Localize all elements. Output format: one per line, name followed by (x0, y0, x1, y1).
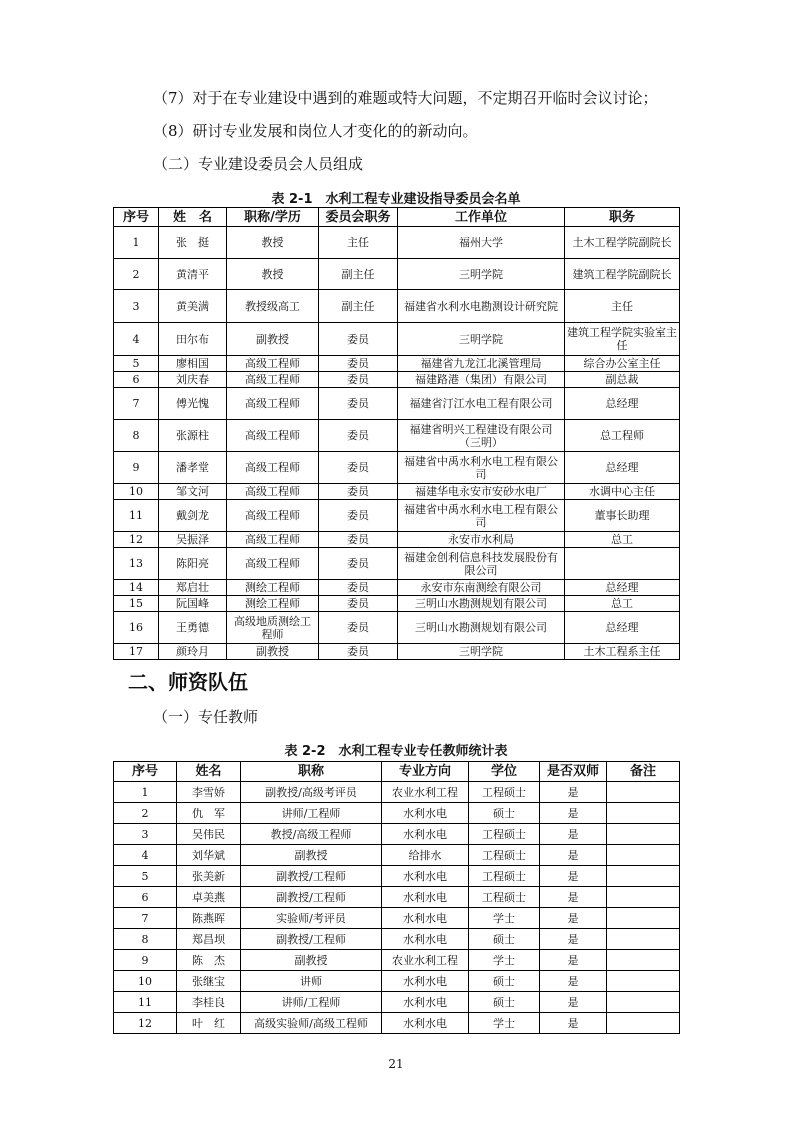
page-number: 21 (388, 1057, 404, 1071)
table-cell: 副教授 (241, 950, 382, 971)
table-cell: 田尔布 (159, 323, 227, 356)
table-cell: 硕士 (469, 929, 540, 950)
table-cell: 三明山水勘测规划有限公司 (398, 596, 565, 612)
table-cell (607, 929, 680, 950)
table-cell: 7 (114, 388, 159, 420)
table-row (114, 596, 680, 612)
table-cell: 委员 (319, 372, 398, 388)
table-cell: 黄清平 (159, 259, 227, 290)
table-cell: 刘华斌 (177, 845, 241, 866)
table-cell: 委员 (319, 388, 398, 420)
table-cell: 高级工程师 (227, 420, 319, 452)
column-header: 职务 (565, 208, 680, 227)
table-cell: 福建省汀江水电工程有限公司 (398, 388, 565, 420)
table-cell: 高级实验师/高级工程师 (241, 1013, 382, 1034)
column-header: 是否双师 (540, 762, 607, 782)
table-cell: 是 (540, 803, 607, 824)
teachers-table (113, 761, 680, 1034)
table-cell: 委员 (319, 420, 398, 452)
table-cell: 仇 军 (177, 803, 241, 824)
table-row (114, 644, 680, 660)
table-row (114, 356, 680, 372)
table-cell: 是 (540, 1013, 607, 1034)
column-header: 学位 (469, 762, 540, 782)
table-cell: 高级工程师 (227, 548, 319, 580)
table-cell (607, 866, 680, 887)
paragraph-item-8: （8）研讨专业发展和岗位人才变化的的新动向。 (153, 122, 478, 140)
table-cell: 三明学院 (398, 259, 565, 290)
table-cell: 郑昌坝 (177, 929, 241, 950)
column-header: 职称/学历 (227, 208, 319, 227)
table-cell (607, 887, 680, 908)
table-cell: 陈阳亮 (159, 548, 227, 580)
table-cell: 是 (540, 908, 607, 929)
table-cell: 4 (114, 323, 159, 356)
table-row (114, 290, 680, 323)
table-cell: 总工程师 (565, 420, 680, 452)
table-cell: 5 (114, 866, 177, 887)
column-header: 职称 (241, 762, 382, 782)
table-cell: 1 (114, 782, 177, 803)
table-cell: 永安市水利局 (398, 532, 565, 548)
table-cell: 委员 (319, 500, 398, 532)
table-cell: 高级工程师 (227, 356, 319, 372)
table-cell: 是 (540, 992, 607, 1013)
table-cell: 硕士 (469, 803, 540, 824)
table-cell: 副教授/工程师 (241, 866, 382, 887)
table-cell: 主任 (565, 290, 680, 323)
table-cell: 陈燕晖 (177, 908, 241, 929)
table-cell: 讲师/工程师 (241, 803, 382, 824)
table-cell: 测绘工程师 (227, 580, 319, 596)
table-cell: 11 (114, 500, 159, 532)
table-cell: 总经理 (565, 452, 680, 484)
table-cell: 8 (114, 420, 159, 452)
table-cell: 副教授/工程师 (241, 887, 382, 908)
table-cell: 福州大学 (398, 227, 565, 259)
table-cell: 副教授 (227, 644, 319, 660)
table-cell: 讲师 (241, 971, 382, 992)
table-row (114, 612, 680, 644)
table-cell (607, 908, 680, 929)
table-cell: 10 (114, 484, 159, 500)
table-cell: 总工 (565, 532, 680, 548)
section-heading-faculty: 二、师资队伍 (128, 670, 248, 694)
table-cell: 水利水电 (382, 866, 469, 887)
table-cell: 委员 (319, 356, 398, 372)
table-cell: 三明学院 (398, 644, 565, 660)
table-cell: 教授级高工 (227, 290, 319, 323)
table-row (114, 887, 680, 908)
table-cell: 12 (114, 1013, 177, 1034)
table-cell: 三明山水勘测规划有限公司 (398, 612, 565, 644)
table-cell: 5 (114, 356, 159, 372)
table-cell: 总经理 (565, 612, 680, 644)
column-header: 序号 (114, 762, 177, 782)
table-cell (607, 824, 680, 845)
table-cell: 土木工程系主任 (565, 644, 680, 660)
table-row (114, 548, 680, 580)
table-cell: 17 (114, 644, 159, 660)
table-row (114, 866, 680, 887)
table-cell: 水利水电 (382, 908, 469, 929)
table-cell: 高级工程师 (227, 484, 319, 500)
table-cell: 高级地质测绘工程师 (227, 612, 319, 644)
table-cell: 测绘工程师 (227, 596, 319, 612)
table-cell: 3 (114, 290, 159, 323)
table-cell: 讲师/工程师 (241, 992, 382, 1013)
table-cell: 张美新 (177, 866, 241, 887)
table-cell: 副主任 (319, 290, 398, 323)
column-header: 序号 (114, 208, 159, 227)
table-cell: 副教授/工程师 (241, 929, 382, 950)
table-cell (607, 992, 680, 1013)
table-cell: 8 (114, 929, 177, 950)
table-cell: 给排水 (382, 845, 469, 866)
table-cell: 总经理 (565, 388, 680, 420)
table-cell: 福建金创利信息科技发展股份有限公司 (398, 548, 565, 580)
table-row (114, 803, 680, 824)
table-row (114, 227, 680, 259)
table-cell: 6 (114, 887, 177, 908)
table-cell: 主任 (319, 227, 398, 259)
table-cell: 3 (114, 824, 177, 845)
table-cell: 4 (114, 845, 177, 866)
table-cell: 永安市东南测绘有限公司 (398, 580, 565, 596)
table-cell: 水调中心主任 (565, 484, 680, 500)
table-row (114, 1013, 680, 1034)
table-cell: 学士 (469, 950, 540, 971)
table-cell: 委员 (319, 580, 398, 596)
table-cell: 水利水电 (382, 824, 469, 845)
table-cell: 水利水电 (382, 992, 469, 1013)
table-cell: 吴伟民 (177, 824, 241, 845)
table-cell (607, 971, 680, 992)
table-cell (607, 782, 680, 803)
table-cell: 工程硕士 (469, 845, 540, 866)
table-cell: 工程硕士 (469, 782, 540, 803)
table-cell: 委员 (319, 548, 398, 580)
table-cell: 1 (114, 227, 159, 259)
table-row (114, 824, 680, 845)
table-cell: 委员 (319, 612, 398, 644)
table-row (114, 388, 680, 420)
table-cell: 是 (540, 782, 607, 803)
table-row (114, 532, 680, 548)
table-cell: 工程硕士 (469, 866, 540, 887)
table-row (114, 929, 680, 950)
table-cell: 教授 (227, 259, 319, 290)
table-row (114, 452, 680, 484)
table-cell: 福建省九龙江北溪管理局 (398, 356, 565, 372)
table-row (114, 484, 680, 500)
table-cell: 水利水电 (382, 929, 469, 950)
table-cell (607, 803, 680, 824)
table-cell: 委员 (319, 532, 398, 548)
table-cell: 董事长助理 (565, 500, 680, 532)
column-header: 姓 名 (159, 208, 227, 227)
table-cell: 建筑工程学院副院长 (565, 259, 680, 290)
table-cell: 副教授 (227, 323, 319, 356)
table-cell: 委员 (319, 484, 398, 500)
table-row (114, 580, 680, 596)
table-cell: 学士 (469, 908, 540, 929)
table-cell (565, 548, 680, 580)
table-cell: 水利水电 (382, 803, 469, 824)
table-cell: 副教授/高级考评员 (241, 782, 382, 803)
table2-caption: 表 2-2 水利工程专业专任教师统计表 (284, 744, 508, 759)
table-cell: 副主任 (319, 259, 398, 290)
table-cell: 农业水利工程 (382, 950, 469, 971)
table-cell: 邹文河 (159, 484, 227, 500)
table-cell: 9 (114, 452, 159, 484)
table-cell: 副教授 (241, 845, 382, 866)
table-cell: 7 (114, 908, 177, 929)
table-cell: 陈 杰 (177, 950, 241, 971)
table-row (114, 500, 680, 532)
table-cell: 是 (540, 950, 607, 971)
table-cell: 14 (114, 580, 159, 596)
table-row (114, 908, 680, 929)
table-cell: 水利水电 (382, 1013, 469, 1034)
committee-table (113, 207, 680, 660)
table-cell: 高级工程师 (227, 500, 319, 532)
table-cell: 实验师/考评员 (241, 908, 382, 929)
table-cell: 委员 (319, 596, 398, 612)
table-cell: 6 (114, 372, 159, 388)
table-row (114, 372, 680, 388)
paragraph-item-7: （7）对于在专业建设中遇到的难题或特大问题，不定期召开临时会议讨论； (153, 89, 658, 107)
table-cell: 11 (114, 992, 177, 1013)
table-row (114, 420, 680, 452)
table-cell: 是 (540, 887, 607, 908)
table-cell: 福建省水利水电勘测设计研究院 (398, 290, 565, 323)
table-cell: 委员 (319, 644, 398, 660)
table-cell: 高级工程师 (227, 372, 319, 388)
table-cell: 郑启壮 (159, 580, 227, 596)
table-cell: 土木工程学院副院长 (565, 227, 680, 259)
table-cell: 吴振泽 (159, 532, 227, 548)
subsection-heading-committee: （二）专业建设委员会人员组成 (153, 155, 364, 173)
table-row (114, 992, 680, 1013)
table-cell: 副总裁 (565, 372, 680, 388)
table-cell: 福建路港（集团）有限公司 (398, 372, 565, 388)
table-cell: 学士 (469, 1013, 540, 1034)
table-cell: 是 (540, 866, 607, 887)
table-cell: 综合办公室主任 (565, 356, 680, 372)
table-row (114, 950, 680, 971)
table-cell: 总工 (565, 596, 680, 612)
table-cell: 2 (114, 803, 177, 824)
table-cell: 硕士 (469, 992, 540, 1013)
table-cell: 水利水电 (382, 887, 469, 908)
table-cell: 16 (114, 612, 159, 644)
table-cell: 水利水电 (382, 971, 469, 992)
table-cell: 委员 (319, 452, 398, 484)
table-cell: 高级工程师 (227, 532, 319, 548)
table-cell: 12 (114, 532, 159, 548)
table-cell: 张源柱 (159, 420, 227, 452)
table-cell: 潘孝堂 (159, 452, 227, 484)
table-cell: 13 (114, 548, 159, 580)
table-row (114, 782, 680, 803)
table-cell: 9 (114, 950, 177, 971)
table-cell: 工程硕士 (469, 824, 540, 845)
column-header: 备注 (607, 762, 680, 782)
table-cell: 傅光愧 (159, 388, 227, 420)
column-header: 姓名 (177, 762, 241, 782)
subsection-heading-fulltime-teachers: （一）专任教师 (153, 708, 259, 726)
table-cell: 廖相国 (159, 356, 227, 372)
table-row (114, 259, 680, 290)
table-cell: 是 (540, 971, 607, 992)
column-header: 专业方向 (382, 762, 469, 782)
table-cell: 李雪娇 (177, 782, 241, 803)
table-cell (607, 950, 680, 971)
table-cell: 戴剑龙 (159, 500, 227, 532)
table-cell: 张 挺 (159, 227, 227, 259)
table-cell: 卓美燕 (177, 887, 241, 908)
table-cell: 颜玲月 (159, 644, 227, 660)
table-cell: 15 (114, 596, 159, 612)
table-cell: 李桂良 (177, 992, 241, 1013)
table-cell: 是 (540, 929, 607, 950)
table-cell: 高级工程师 (227, 452, 319, 484)
table-cell: 高级工程师 (227, 388, 319, 420)
table-cell: 福建省中禹水利水电工程有限公司 (398, 452, 565, 484)
table-cell: 福建省明兴工程建设有限公司（三明） (398, 420, 565, 452)
column-header: 委员会职务 (319, 208, 398, 227)
table-cell: 教授 (227, 227, 319, 259)
table-row (114, 845, 680, 866)
table-cell (607, 1013, 680, 1034)
table-cell: 农业水利工程 (382, 782, 469, 803)
table-cell: 建筑工程学院实验室主任 (565, 323, 680, 356)
table-cell: 是 (540, 824, 607, 845)
table-cell: 黄美满 (159, 290, 227, 323)
table-cell: 福建华电永安市安砂水电厂 (398, 484, 565, 500)
table-cell: 硕士 (469, 971, 540, 992)
table-cell: 张继宝 (177, 971, 241, 992)
column-header: 工作单位 (398, 208, 565, 227)
table-cell: 福建省中禹水利水电工程有限公司 (398, 500, 565, 532)
table-cell: 叶 红 (177, 1013, 241, 1034)
table-cell: 教授/高级工程师 (241, 824, 382, 845)
table1-caption: 表 2-1 水利工程专业建设指导委员会名单 (271, 192, 521, 207)
table-row (114, 971, 680, 992)
table-cell: 10 (114, 971, 177, 992)
table-cell: 2 (114, 259, 159, 290)
table-cell (607, 845, 680, 866)
table-cell: 委员 (319, 323, 398, 356)
table-cell: 是 (540, 845, 607, 866)
table-cell: 总经理 (565, 580, 680, 596)
table-row (114, 323, 680, 356)
table-cell: 工程硕士 (469, 887, 540, 908)
table-cell: 阮国峰 (159, 596, 227, 612)
table-cell: 三明学院 (398, 323, 565, 356)
table-cell: 王勇德 (159, 612, 227, 644)
table-cell: 刘庆春 (159, 372, 227, 388)
